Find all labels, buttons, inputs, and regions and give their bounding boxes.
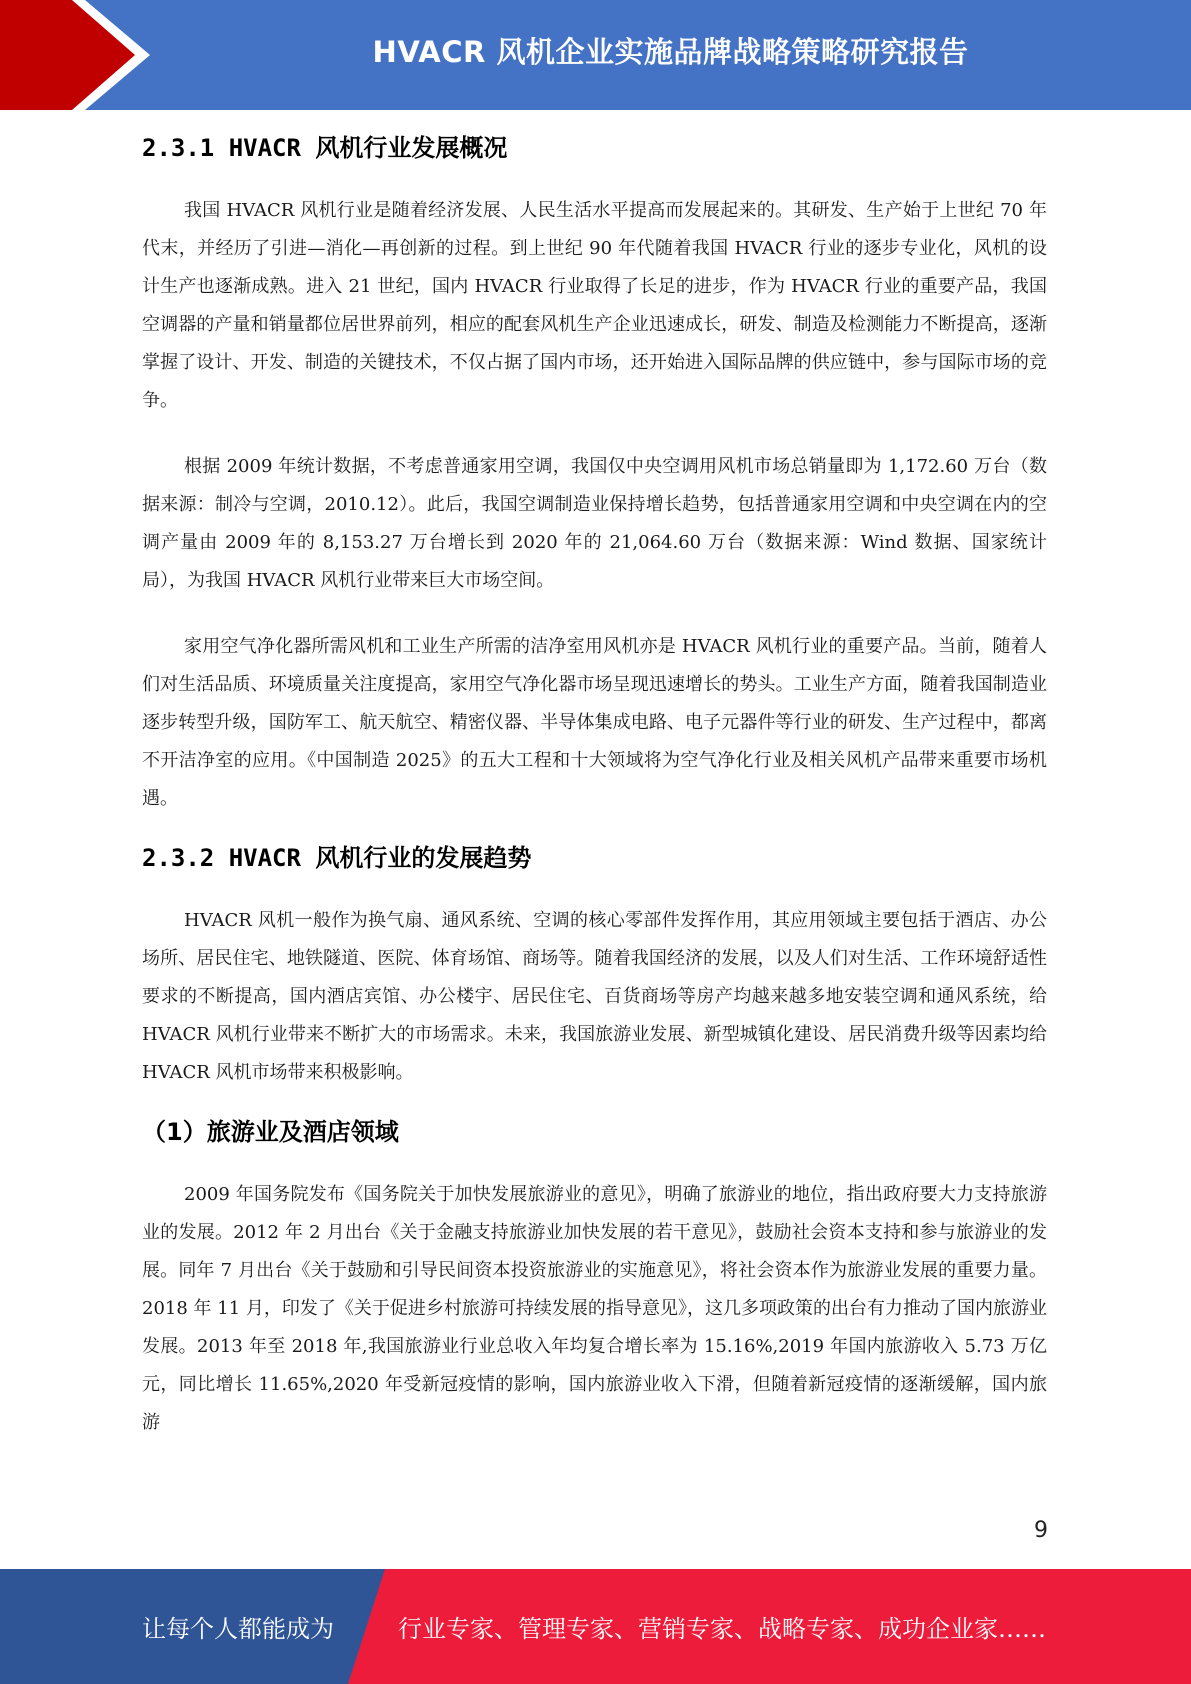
subsection-heading-tourism: （1）旅游业及酒店领域 bbox=[142, 1118, 399, 1146]
header-chevron-graphic bbox=[0, 0, 160, 110]
footer-slogan-right: 行业专家、管理专家、营销专家、战略专家、成功企业家…… bbox=[398, 1615, 1046, 1643]
section-heading-2-3-2: 2.3.2 HVACR 风机行业的发展趋势 bbox=[142, 844, 532, 872]
page-number: 9 bbox=[1034, 1518, 1048, 1543]
paragraph: 家用空气净化器所需风机和工业生产所需的洁净室用风机亦是 HVACR 风机行业的重要产品。当前，随着人们对生活品质、环境质量关注度提高，家用空气净化器市场呈现迅速增长的势头。工业生产方面，随着我国制造业逐步转型升级，国防军工、航天航空、精密仪器、半导体集成电路、电子元器件等行业的研发、生产过程中，都离不开洁净室的应用。《中国制造 2025》的五大工程和十大领域将为空气净化行业及相关风机产品带来重要市场机遇。 bbox=[142, 636, 1047, 809]
footer-slogan-left: 让每个人都能成为 bbox=[142, 1615, 334, 1643]
page-header bbox=[0, 0, 1191, 110]
paragraph: 我国 HVACR 风机行业是随着经济发展、人民生活水平提高而发展起来的。其研发、生产始于上世纪 70 年代末，并经历了引进—消化—再创新的过程。到上世纪 90 年代随着我国 HVACR 行业的逐步专业化，风机的设计生产也逐渐成熟。进入 21 世纪，国内 HVACR 行业取得了长足的进步，作为 HVACR 行业的重要产品，我国空调器的产量和销量都位居世界前列，相应的配套风机生产企业迅速成长，研发、制造及检测能力不断提高，逐渐掌握了设计、开发、制造的关键技术，不仅占据了国内市场，还开始进入国际品牌的供应链中，参与国际市场的竞争。 bbox=[142, 200, 1047, 411]
section-heading-2-3-1: 2.3.1 HVACR 风机行业发展概况 bbox=[142, 134, 508, 162]
paragraph: 根据 2009 年统计数据，不考虑普通家用空调，我国仅中央空调用风机市场总销量即为 1,172.60 万台（数据来源：制冷与空调，2010.12）。此后，我国空调制造业保持增长趋势，包括普通家用空调和中央空调在内的空调产量由 2009 年的 8,153.27 万台增长到 2020 年的 21,064.60 万台（数据来源：Wind 数据、国家统计局），为我国 HVACR 风机行业带来巨大市场空间。 bbox=[142, 456, 1047, 591]
page-footer bbox=[0, 1569, 1191, 1684]
header-title: HVACR 风机企业实施品牌战略策略研究报告 bbox=[372, 34, 969, 69]
paragraph: HVACR 风机一般作为换气扇、通风系统、空调的核心零部件发挥作用，其应用领域主要包括于酒店、办公场所、居民住宅、地铁隧道、医院、体育场馆、商场等。随着我国经济的发展，以及人们对生活、工作环境舒适性要求的不断提高，国内酒店宾馆、办公楼宇、居民住宅、百货商场等房产均越来越多地安装空调和通风系统，给 HVACR 风机行业带来不断扩大的市场需求。未来，我国旅游业发展、新型城镇化建设、居民消费升级等因素均给 HVACR 风机市场带来积极影响。 bbox=[142, 910, 1047, 1083]
document-body bbox=[142, 122, 1047, 1442]
paragraph: 2009 年国务院发布《国务院关于加快发展旅游业的意见》，明确了旅游业的地位，指出政府要大力支持旅游业的发展。2012 年 2 月出台《关于金融支持旅游业加快发展的若干意见》，鼓励社会资本支持和参与旅游业的发展。同年 7 月出台《关于鼓励和引导民间资本投资旅游业的实施意见》，将社会资本作为旅游业发展的重要力量。2018 年 11 月，印发了《关于促进乡村旅游可持续发展的指导意见》，这几多项政策的出台有力推动了国内旅游业发展。2013 年至 2018 年,我国旅游业行业总收入年均复合增长率为 15.16%,2019 年国内旅游收入 5.73 万亿元，同比增长 11.65%,2020 年受新冠疫情的影响，国内旅游业收入下滑，但随着新冠疫情的逐渐缓解，国内旅游 bbox=[142, 1184, 1047, 1433]
